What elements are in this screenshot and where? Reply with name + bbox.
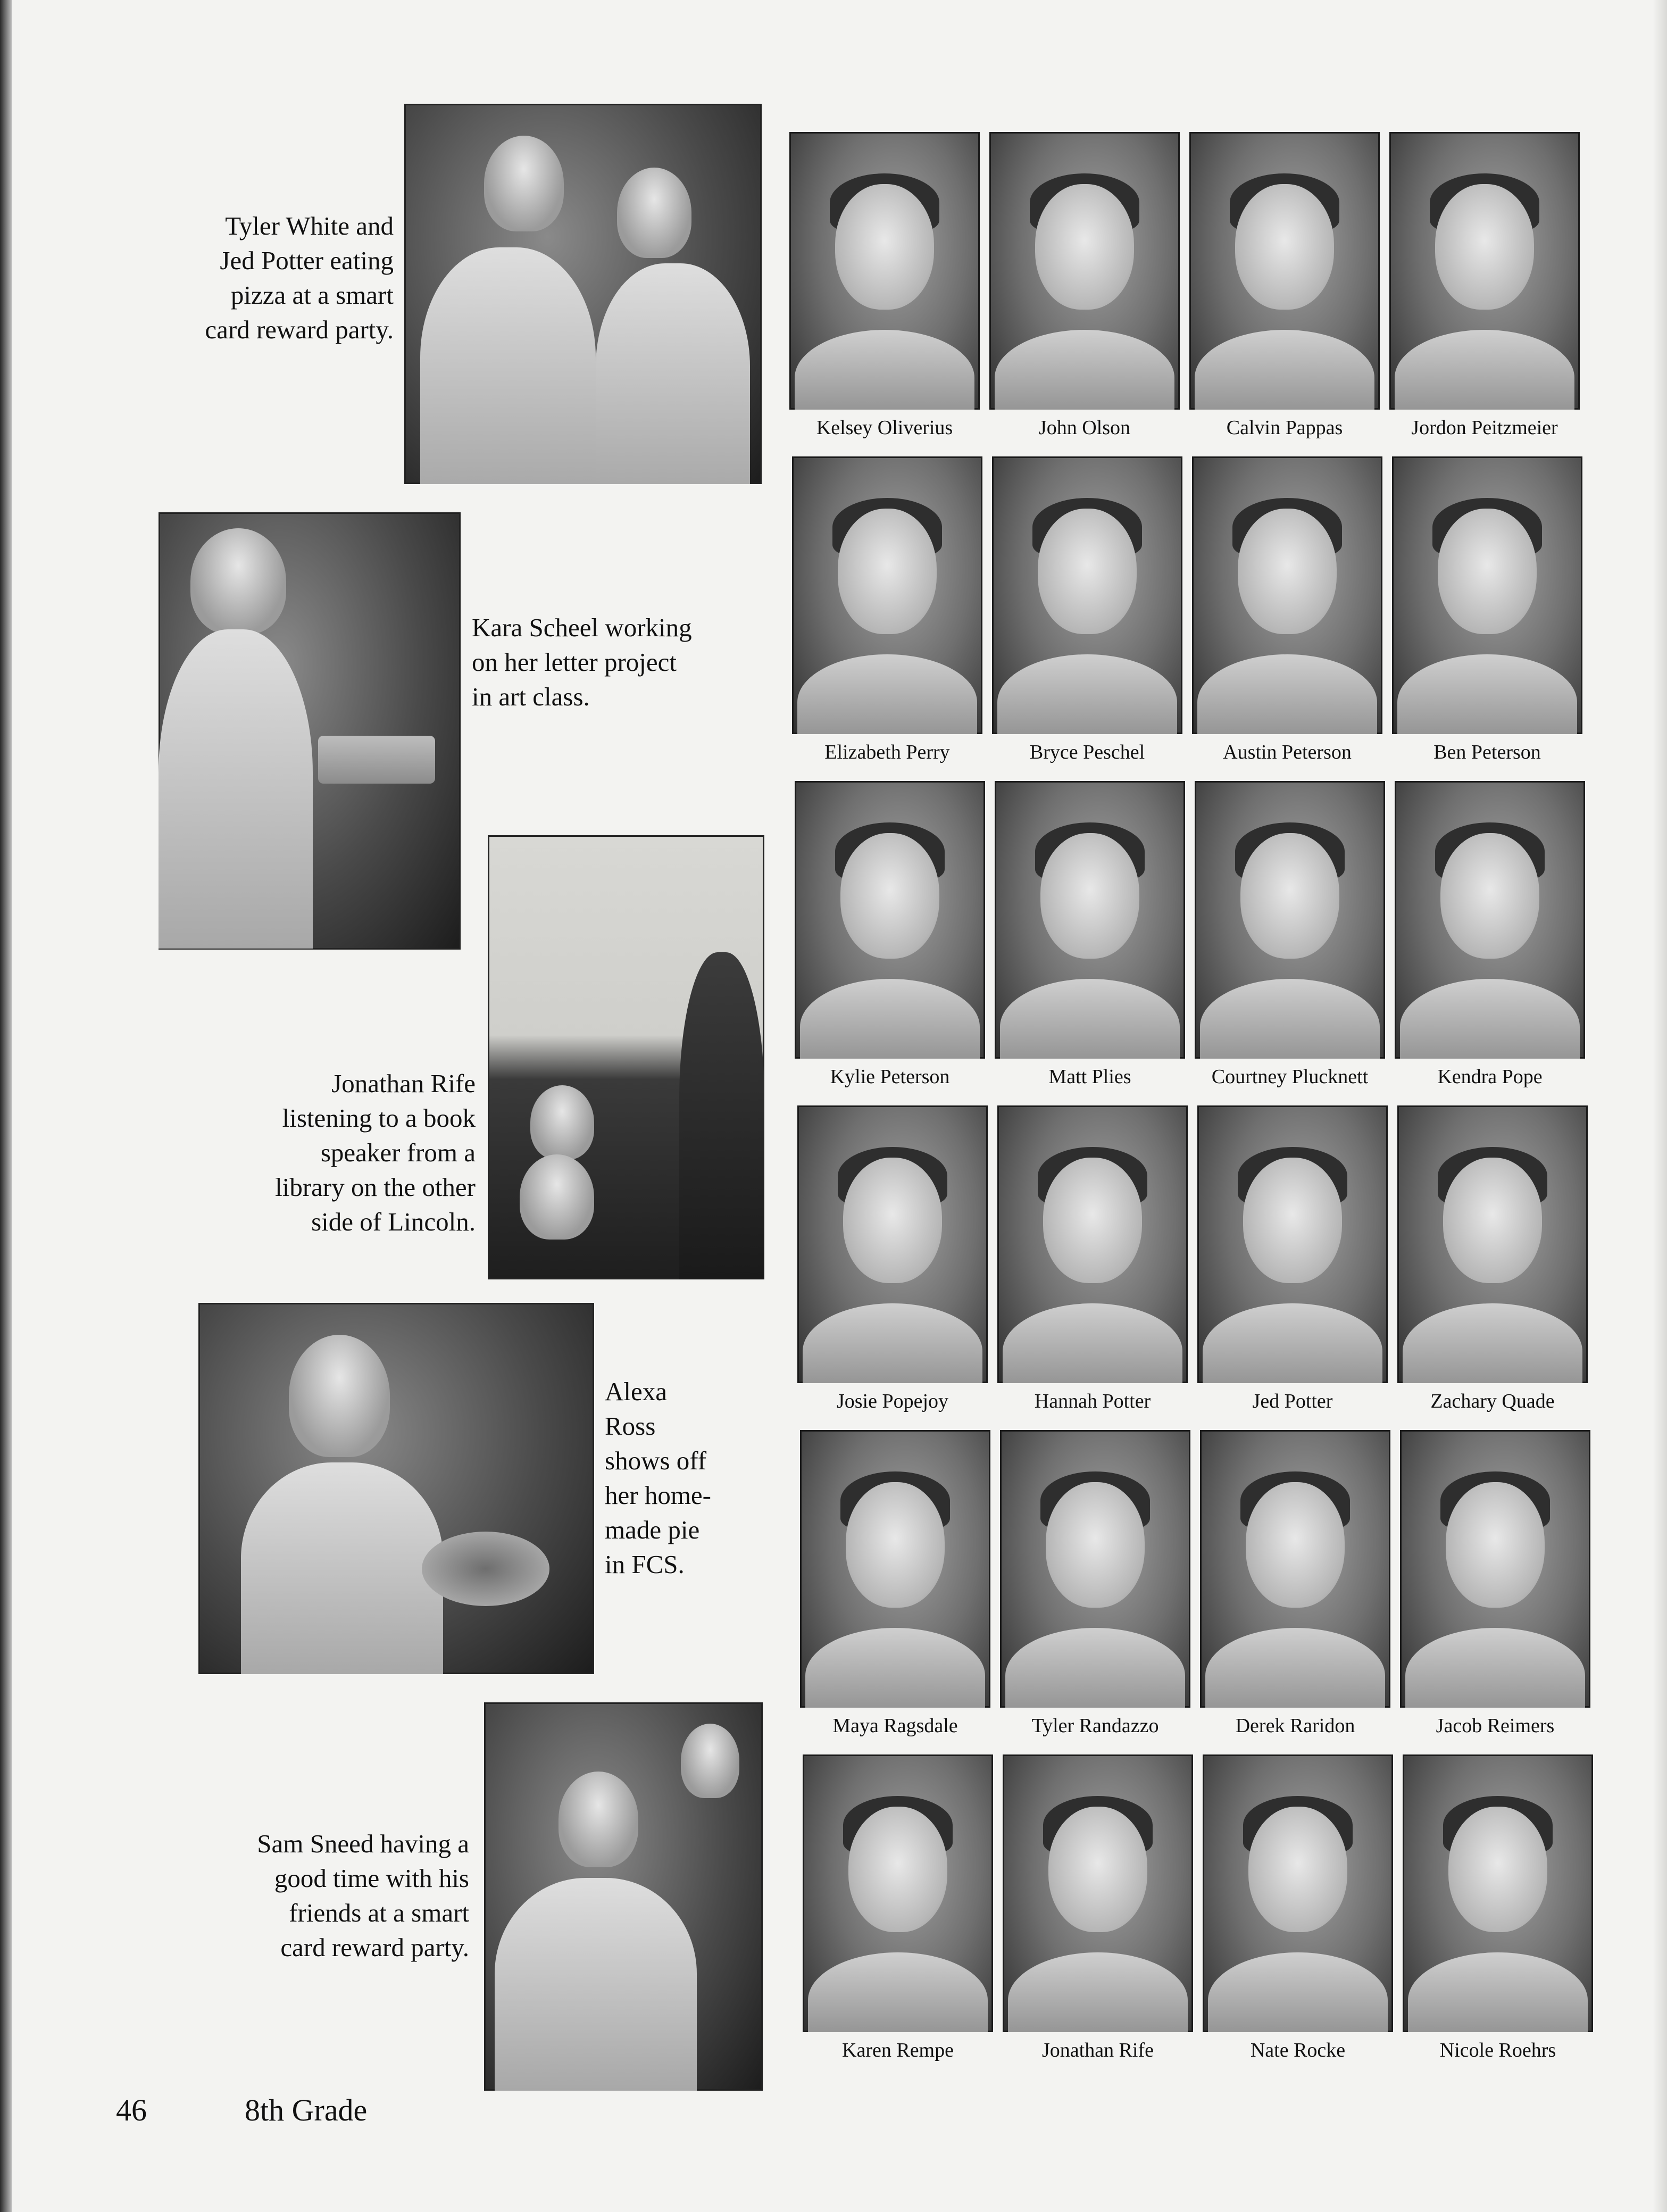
- student-portrait: [1189, 132, 1380, 410]
- caption-line: Kara Scheel working: [472, 613, 692, 642]
- caption-book-speaker: [202, 1066, 476, 1239]
- student-name: Jacob Reimers: [1436, 1715, 1555, 1737]
- student-portrait: [997, 1105, 1188, 1383]
- section-title: 8th Grade: [245, 2093, 368, 2127]
- student-portrait: [795, 781, 985, 1059]
- student-name: Maya Ragsdale: [832, 1715, 958, 1737]
- caption-line: side of Lincoln.: [311, 1207, 476, 1236]
- student-name: Kylie Peterson: [830, 1066, 950, 1088]
- student-portrait: [1397, 1105, 1588, 1383]
- caption-line: Jed Potter eating: [220, 246, 394, 275]
- student-name: Nate Rocke: [1250, 2039, 1346, 2061]
- student-portrait: [1003, 1754, 1193, 2032]
- page-right-edge: [1653, 0, 1667, 2212]
- student-name: Nicole Roehrs: [1439, 2039, 1556, 2061]
- student-portrait: [792, 456, 982, 734]
- candid-photo-pizza-party: [404, 104, 762, 484]
- student-name: Jonathan Rife: [1041, 2039, 1154, 2061]
- student-name: Tyler Randazzo: [1031, 1715, 1159, 1737]
- student-name: Derek Raridon: [1235, 1715, 1355, 1737]
- caption-line: Tyler White and: [225, 211, 394, 240]
- caption-line: Sam Sneed having a: [257, 1829, 469, 1858]
- caption-line: Ross: [605, 1411, 656, 1441]
- student-name: Matt Plies: [1048, 1066, 1131, 1088]
- student-portrait: [992, 456, 1182, 734]
- caption-line: shows off: [605, 1446, 707, 1475]
- student-portrait: [1389, 132, 1580, 410]
- caption-homemade-pie: [605, 1374, 754, 1582]
- caption-line: in art class.: [472, 682, 590, 711]
- student-portrait: [1395, 781, 1585, 1059]
- student-portrait: [1192, 456, 1382, 734]
- student-portrait: [1200, 1430, 1390, 1708]
- student-name: Karen Rempe: [842, 2039, 954, 2061]
- student-portrait: [1400, 1430, 1590, 1708]
- student-name: Jordon Peitzmeier: [1411, 417, 1558, 439]
- student-portrait: [1195, 781, 1385, 1059]
- candid-photo-homemade-pie: [198, 1303, 594, 1674]
- caption-line: in FCS.: [605, 1550, 685, 1579]
- student-portrait: [1000, 1430, 1190, 1708]
- student-portrait: [1403, 1754, 1593, 2032]
- book-binding-edge: [0, 0, 12, 2212]
- student-portrait: [1392, 456, 1582, 734]
- student-name: Ben Peterson: [1433, 741, 1541, 763]
- caption-line: on her letter project: [472, 647, 677, 677]
- student-name: Kendra Pope: [1437, 1066, 1543, 1088]
- student-name: Zachary Quade: [1430, 1390, 1555, 1412]
- student-name: Josie Popejoy: [836, 1390, 949, 1412]
- student-portrait: [989, 132, 1180, 410]
- caption-line: Jonathan Rife: [331, 1069, 476, 1098]
- caption-line: good time with his: [274, 1864, 469, 1893]
- caption-line: made pie: [605, 1515, 700, 1544]
- student-portrait: [1197, 1105, 1388, 1383]
- student-name: John Olson: [1038, 417, 1131, 439]
- student-name: Jed Potter: [1252, 1390, 1333, 1412]
- caption-line: Alexa: [605, 1377, 667, 1406]
- caption-line: her home-: [605, 1481, 711, 1510]
- student-portrait: [803, 1754, 993, 2032]
- caption-line: friends at a smart: [289, 1898, 469, 1927]
- student-name: Elizabeth Perry: [824, 741, 950, 763]
- caption-line: card reward party.: [205, 315, 394, 344]
- student-name: Hannah Potter: [1034, 1390, 1151, 1412]
- caption-art-class: [472, 610, 748, 714]
- caption-line: speaker from a: [320, 1138, 476, 1167]
- student-name: Austin Peterson: [1223, 741, 1352, 763]
- candid-photo-art-class: [159, 512, 461, 950]
- candid-photo-smart-card-party: [484, 1702, 763, 2091]
- student-portrait: [800, 1430, 990, 1708]
- caption-line: listening to a book: [282, 1103, 476, 1133]
- candid-photo-book-speaker: [488, 835, 764, 1279]
- caption-line: pizza at a smart: [230, 280, 394, 310]
- caption-line: card reward party.: [280, 1933, 469, 1962]
- student-name: Kelsey Oliverius: [816, 417, 953, 439]
- caption-smart-card-party: [202, 1826, 469, 1965]
- caption-pizza-party: [149, 209, 394, 347]
- student-name: Bryce Peschel: [1029, 741, 1145, 763]
- student-name: Calvin Pappas: [1226, 417, 1343, 439]
- student-portrait: [797, 1105, 988, 1383]
- caption-line: library on the other: [275, 1172, 476, 1202]
- student-portrait: [995, 781, 1185, 1059]
- page-number: 46: [116, 2093, 147, 2127]
- student-portrait: [789, 132, 980, 410]
- student-name: Courtney Plucknett: [1211, 1066, 1369, 1088]
- student-portrait: [1203, 1754, 1393, 2032]
